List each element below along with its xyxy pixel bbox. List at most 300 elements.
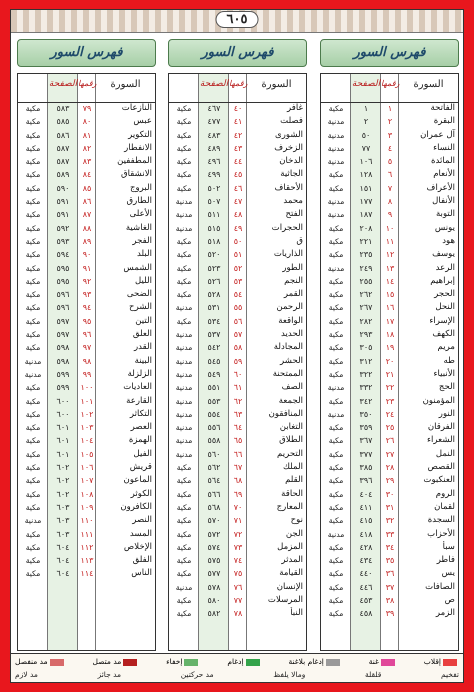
table-row[interactable] <box>18 275 155 288</box>
surah-type: مدنية <box>327 197 345 207</box>
table-row[interactable] <box>169 235 306 248</box>
surah-page: ٥٠٢ <box>207 183 221 193</box>
surah-number: ٦٥ <box>233 436 243 446</box>
surah-name: القدر <box>133 342 152 353</box>
legend-swatch <box>381 659 395 666</box>
surah-page: ٢٦٢ <box>359 290 373 300</box>
table-row[interactable] <box>169 301 306 314</box>
surah-name: يونس <box>434 222 455 233</box>
table-row[interactable] <box>169 355 306 368</box>
legend-item <box>166 657 200 666</box>
surah-page: ٦٠٤ <box>56 556 70 566</box>
table-row[interactable] <box>321 474 458 487</box>
header-num: رقمها <box>78 79 97 88</box>
table-row[interactable] <box>321 315 458 328</box>
table-row[interactable] <box>18 541 155 554</box>
table-row[interactable] <box>169 275 306 288</box>
table-row[interactable] <box>321 567 458 580</box>
surah-page: ٤٤٦ <box>359 582 373 592</box>
surah-page: ٥٢٦ <box>207 276 221 286</box>
surah-number: ١٥ <box>385 290 395 300</box>
legend-label: مد منفصل <box>15 657 48 666</box>
surah-number: ٨١ <box>82 130 92 140</box>
table-row[interactable] <box>18 129 155 142</box>
table-row[interactable] <box>169 328 306 341</box>
table-row[interactable] <box>321 434 458 447</box>
surah-number: ٩٣ <box>82 290 92 300</box>
table-row[interactable] <box>169 408 306 421</box>
surah-type: مدنية <box>175 436 193 446</box>
table-row[interactable] <box>169 607 306 620</box>
table-row[interactable] <box>169 168 306 181</box>
table-row[interactable] <box>169 581 306 594</box>
surah-page: ٤٨٩ <box>207 143 221 153</box>
table-body <box>321 102 458 621</box>
table-row[interactable] <box>321 461 458 474</box>
surah-page: ٥٩٢ <box>56 223 70 233</box>
surah-number: ٦٨ <box>233 476 243 486</box>
header-page: الصفحة <box>48 79 78 89</box>
surah-number: ٢١ <box>385 369 395 379</box>
surah-name: النساء <box>433 142 455 153</box>
surah-type: مكية <box>328 369 344 379</box>
table-row[interactable] <box>18 301 155 314</box>
table-row[interactable] <box>169 381 306 394</box>
table-row[interactable] <box>18 168 155 181</box>
surah-number: ٨٤ <box>82 170 92 180</box>
surah-name: الحجرات <box>271 222 303 233</box>
surah-type: مكية <box>25 383 41 393</box>
table-row[interactable] <box>321 168 458 181</box>
surah-number: ٥ <box>387 157 393 167</box>
legend-row-colors <box>15 657 459 666</box>
table-row[interactable] <box>321 395 458 408</box>
table-row[interactable] <box>18 474 155 487</box>
table-header <box>169 74 306 103</box>
table-row[interactable] <box>321 514 458 527</box>
table-row[interactable] <box>18 262 155 275</box>
table-row[interactable] <box>18 155 155 168</box>
surah-type: مكية <box>328 303 344 313</box>
surah-type: مكية <box>328 330 344 340</box>
surah-page: ٥٤٢ <box>207 343 221 353</box>
surah-page: ٤٩٩ <box>207 170 221 180</box>
surah-type: مكية <box>25 316 41 326</box>
surah-number: ٣٦ <box>385 569 395 579</box>
surah-name: الطور <box>282 262 303 273</box>
surah-type: مدنية <box>327 117 345 127</box>
table-row[interactable] <box>18 395 155 408</box>
table-row[interactable] <box>169 528 306 541</box>
surah-type: مدنية <box>24 516 42 526</box>
surah-type: مدنية <box>327 130 345 140</box>
table-row[interactable] <box>321 275 458 288</box>
surah-type: مكية <box>25 250 41 260</box>
table-row[interactable] <box>18 182 155 195</box>
surah-name: المطففين <box>117 156 152 167</box>
surah-name: الإخلاص <box>123 541 152 552</box>
surah-number: ١٦ <box>385 303 395 313</box>
surah-number: ٧٠ <box>233 502 243 512</box>
table-row[interactable] <box>18 315 155 328</box>
table-row[interactable] <box>321 488 458 501</box>
surah-type: مدنية <box>327 383 345 393</box>
table-row[interactable] <box>169 461 306 474</box>
table-row[interactable] <box>18 528 155 541</box>
surah-number: ٢٣ <box>385 396 395 406</box>
table-row[interactable] <box>18 248 155 261</box>
surah-name: الممتحنة <box>272 368 303 379</box>
surah-name: القصص <box>427 462 455 473</box>
surah-page: ٤١٨ <box>359 529 373 539</box>
surah-table <box>320 73 459 651</box>
table-row[interactable] <box>18 288 155 301</box>
table-row[interactable] <box>321 448 458 461</box>
table-row[interactable] <box>18 448 155 461</box>
surah-name: التوبة <box>435 209 455 220</box>
surah-name: الزخرف <box>274 142 303 153</box>
surah-number: ٤٨ <box>233 210 243 220</box>
surah-number: ٤٣ <box>233 143 243 153</box>
table-row[interactable] <box>169 567 306 580</box>
surah-name: العلق <box>132 329 152 340</box>
table-row[interactable] <box>18 195 155 208</box>
table-row[interactable] <box>169 474 306 487</box>
surah-number: ٨٠ <box>82 117 92 127</box>
legend-swatch <box>50 659 64 666</box>
surah-type: مكية <box>25 542 41 552</box>
surah-type: مكية <box>328 449 344 459</box>
surah-name: البينة <box>134 355 152 366</box>
table-row[interactable] <box>169 288 306 301</box>
surah-number: ١٠٥ <box>80 449 94 459</box>
surah-number: ١١ <box>385 236 395 246</box>
table-row[interactable] <box>18 222 155 235</box>
table-row[interactable] <box>169 448 306 461</box>
table-row[interactable] <box>18 142 155 155</box>
surah-page: ٦٠٢ <box>56 476 70 486</box>
surah-type: مكية <box>25 236 41 246</box>
table-row[interactable] <box>321 222 458 235</box>
table-row[interactable] <box>321 182 458 195</box>
table-row[interactable] <box>18 368 155 381</box>
surah-table <box>17 73 156 651</box>
table-row[interactable] <box>169 541 306 554</box>
table-row[interactable] <box>18 434 155 447</box>
surah-type: مكية <box>328 463 344 473</box>
table-row[interactable] <box>321 594 458 607</box>
table-row[interactable] <box>321 328 458 341</box>
table-row[interactable] <box>169 195 306 208</box>
table-row[interactable] <box>169 434 306 447</box>
surah-name: المجادلة <box>273 342 303 353</box>
surah-type: مدنية <box>327 143 345 153</box>
table-row[interactable] <box>321 368 458 381</box>
surah-page: ٥٨٧ <box>56 143 70 153</box>
surah-page: ٥٥٦ <box>207 423 221 433</box>
surah-number: ٣٩ <box>385 609 395 619</box>
table-row[interactable] <box>321 607 458 620</box>
surah-page: ٣١٢ <box>359 356 373 366</box>
surah-type: مكية <box>328 250 344 260</box>
index-panel-2 <box>168 39 307 651</box>
table-row[interactable] <box>169 262 306 275</box>
surah-number: ٣٨ <box>385 595 395 605</box>
surah-name: النمل <box>435 448 455 459</box>
table-row[interactable] <box>18 567 155 580</box>
ornamental-header <box>11 10 463 33</box>
surah-number: ١٩ <box>385 343 395 353</box>
surah-page: ٢٠٨ <box>359 223 373 233</box>
tajweed-legend <box>11 653 463 682</box>
table-row[interactable] <box>18 461 155 474</box>
table-row[interactable] <box>18 235 155 248</box>
surah-number: ٩١ <box>82 263 92 273</box>
table-row[interactable] <box>18 341 155 354</box>
table-row[interactable] <box>169 514 306 527</box>
surah-number: ٢ <box>387 117 393 127</box>
surah-page: ٣٦٧ <box>359 436 373 446</box>
surah-page: ٥٨٦ <box>56 130 70 140</box>
surah-name: المسد <box>129 528 152 539</box>
table-row[interactable] <box>321 541 458 554</box>
surah-page: ٢٩٣ <box>359 330 373 340</box>
table-row[interactable] <box>169 129 306 142</box>
page-number: ٦٠٥ <box>216 11 259 28</box>
table-row[interactable] <box>18 355 155 368</box>
table-row[interactable] <box>169 554 306 567</box>
table-row[interactable] <box>169 368 306 381</box>
surah-page: ٤٣٤ <box>359 556 373 566</box>
table-row[interactable] <box>18 514 155 527</box>
legend-label: إدغام بلاغنة <box>288 657 324 666</box>
table-row[interactable] <box>18 501 155 514</box>
surah-name: الشمس <box>123 262 152 273</box>
surah-number: ٧٣ <box>233 542 243 552</box>
surah-type: مدنية <box>175 223 193 233</box>
surah-number: ١٠٣ <box>80 423 94 433</box>
surah-type: مكية <box>25 223 41 233</box>
table-row[interactable] <box>321 208 458 221</box>
surah-type: مكية <box>25 170 41 180</box>
surah-type: مدنية <box>327 529 345 539</box>
surah-number: ٩٢ <box>82 276 92 286</box>
table-row[interactable] <box>169 182 306 195</box>
table-row[interactable] <box>18 554 155 567</box>
table-row[interactable] <box>18 381 155 394</box>
surah-page: ٥٨٩ <box>56 170 70 180</box>
surah-page: ٥٧٠ <box>207 516 221 526</box>
surah-number: ١١٢ <box>80 542 94 552</box>
table-row[interactable] <box>18 102 155 115</box>
table-row[interactable] <box>321 355 458 368</box>
surah-name: إبراهيم <box>430 275 455 286</box>
table-row[interactable] <box>169 341 306 354</box>
table-row[interactable] <box>169 315 306 328</box>
table-row[interactable] <box>321 301 458 314</box>
table-row[interactable] <box>18 208 155 221</box>
surah-number: ١٠١ <box>80 396 94 406</box>
surah-name: الجن <box>285 528 303 539</box>
surah-page: ٦٠٤ <box>56 569 70 579</box>
surah-index <box>17 39 459 651</box>
surah-name: مريم <box>437 342 455 353</box>
surah-name: الفتح <box>285 209 303 220</box>
surah-number: ٦٩ <box>233 489 243 499</box>
surah-type: مدنية <box>175 449 193 459</box>
surah-name: الكهف <box>432 329 455 340</box>
surah-number: ٨ <box>387 197 393 207</box>
surah-number: ٦ <box>387 170 393 180</box>
table-row[interactable] <box>321 235 458 248</box>
table-row[interactable] <box>321 408 458 421</box>
surah-name: النور <box>438 408 455 419</box>
surah-page: ١٠٦ <box>359 157 373 167</box>
surah-name: الكافرون <box>120 501 152 512</box>
table-row[interactable] <box>169 395 306 408</box>
surah-page: ٥٢٣ <box>207 263 221 273</box>
surah-name: الحاقة <box>281 488 303 499</box>
surah-name: السجدة <box>427 515 455 526</box>
surah-type: مدنية <box>175 423 193 433</box>
surah-page: ٦٠٤ <box>56 542 70 552</box>
legend-row-rules <box>15 670 459 679</box>
table-row[interactable] <box>321 262 458 275</box>
table-row[interactable] <box>321 129 458 142</box>
surah-number: ٧٤ <box>233 556 243 566</box>
panel-title <box>168 39 307 67</box>
surah-page: ٥٩٩ <box>56 383 70 393</box>
legend-label: غنة <box>368 657 379 666</box>
table-row[interactable] <box>321 554 458 567</box>
surah-type: مكية <box>25 197 41 207</box>
surah-number: ٩٠ <box>82 250 92 260</box>
table-row[interactable] <box>321 501 458 514</box>
surah-page: ٢ <box>363 117 369 127</box>
table-row[interactable] <box>18 421 155 434</box>
surah-type: مكية <box>25 476 41 486</box>
surah-type: مكية <box>328 609 344 619</box>
table-row[interactable] <box>321 155 458 168</box>
table-row[interactable] <box>169 208 306 221</box>
surah-number: ٩ <box>387 210 393 220</box>
table-row[interactable] <box>321 581 458 594</box>
table-row[interactable] <box>321 248 458 261</box>
surah-number: ٩٧ <box>82 343 92 353</box>
table-row[interactable] <box>169 501 306 514</box>
surah-number: ٦١ <box>233 383 243 393</box>
surah-name: الإسراء <box>429 315 455 326</box>
surah-number: ٨٣ <box>82 157 92 167</box>
surah-number: ٥١ <box>233 250 243 260</box>
surah-page: ٥٧٨ <box>207 582 221 592</box>
surah-page: ٥٩٧ <box>56 316 70 326</box>
table-row[interactable] <box>169 488 306 501</box>
surah-number: ٢٤ <box>385 409 395 419</box>
table-row[interactable] <box>321 142 458 155</box>
surah-number: ٧١ <box>233 516 243 526</box>
surah-page: ٥٦٢ <box>207 463 221 473</box>
surah-name: غافر <box>287 103 303 113</box>
table-row[interactable] <box>321 288 458 301</box>
table-row[interactable] <box>321 102 458 115</box>
surah-page: ٦٠٠ <box>56 409 70 419</box>
surah-page: ٦٠١ <box>56 423 70 433</box>
surah-page: ٤٢٨ <box>359 542 373 552</box>
surah-number: ١٠٠ <box>80 383 94 393</box>
table-row[interactable] <box>169 115 306 128</box>
table-row[interactable] <box>169 102 306 115</box>
surah-page: ٦٠٣ <box>56 502 70 512</box>
surah-page: ٤١٥ <box>359 516 373 526</box>
surah-name: فصلت <box>280 116 303 127</box>
surah-number: ٧٨ <box>233 609 243 619</box>
surah-page: ٥٨٠ <box>207 595 221 605</box>
surah-number: ١ <box>387 104 393 113</box>
table-row[interactable] <box>18 115 155 128</box>
table-row[interactable] <box>321 341 458 354</box>
surah-page: ٦٠١ <box>56 449 70 459</box>
surah-number: ٣٤ <box>385 542 395 552</box>
surah-type: مدنية <box>327 210 345 220</box>
surah-page: ٤٥٨ <box>359 609 373 619</box>
table-body <box>18 102 155 581</box>
surah-name: المرسلات <box>267 594 303 605</box>
table-row[interactable] <box>169 142 306 155</box>
surah-page: ٥٧٧ <box>207 569 221 579</box>
table-row[interactable] <box>321 115 458 128</box>
table-row[interactable] <box>169 222 306 235</box>
table-row[interactable] <box>169 155 306 168</box>
surah-name: سبأ <box>442 541 455 552</box>
surah-page: ٥٨٧ <box>56 157 70 167</box>
table-row[interactable] <box>321 195 458 208</box>
surah-type: مكية <box>176 529 192 539</box>
surah-name: قريش <box>129 462 152 473</box>
surah-page: ٦٠٢ <box>56 463 70 473</box>
surah-name: النبأ <box>290 608 303 619</box>
table-header <box>321 74 458 103</box>
table-row[interactable] <box>321 528 458 541</box>
table-row[interactable] <box>169 248 306 261</box>
surah-page: ٦٠١ <box>56 436 70 446</box>
table-row[interactable] <box>18 328 155 341</box>
surah-type: مكية <box>328 542 344 552</box>
surah-name: الضحى <box>126 289 152 300</box>
surah-number: ٣٢ <box>385 516 395 526</box>
table-row[interactable] <box>18 488 155 501</box>
surah-page: ٥٥١ <box>207 383 221 393</box>
surah-type: مكية <box>176 250 192 260</box>
surah-name: ص <box>444 594 455 605</box>
table-row[interactable] <box>18 408 155 421</box>
table-row[interactable] <box>169 594 306 607</box>
surah-type: مكية <box>328 170 344 180</box>
surah-type: مدنية <box>175 396 193 406</box>
table-row[interactable] <box>169 421 306 434</box>
surah-type: مكية <box>328 356 344 366</box>
table-row[interactable] <box>321 421 458 434</box>
surah-page: ٥٨٣ <box>56 104 70 113</box>
surah-type: مكية <box>176 183 192 193</box>
surah-number: ٩٨ <box>82 356 92 366</box>
table-row[interactable] <box>321 381 458 394</box>
surah-type: مكية <box>176 489 192 499</box>
surah-page: ٥٢٠ <box>207 250 221 260</box>
surah-number: ٤٩ <box>233 223 243 233</box>
surah-type: مكية <box>176 290 192 300</box>
header-page: الصفحة <box>199 79 229 89</box>
